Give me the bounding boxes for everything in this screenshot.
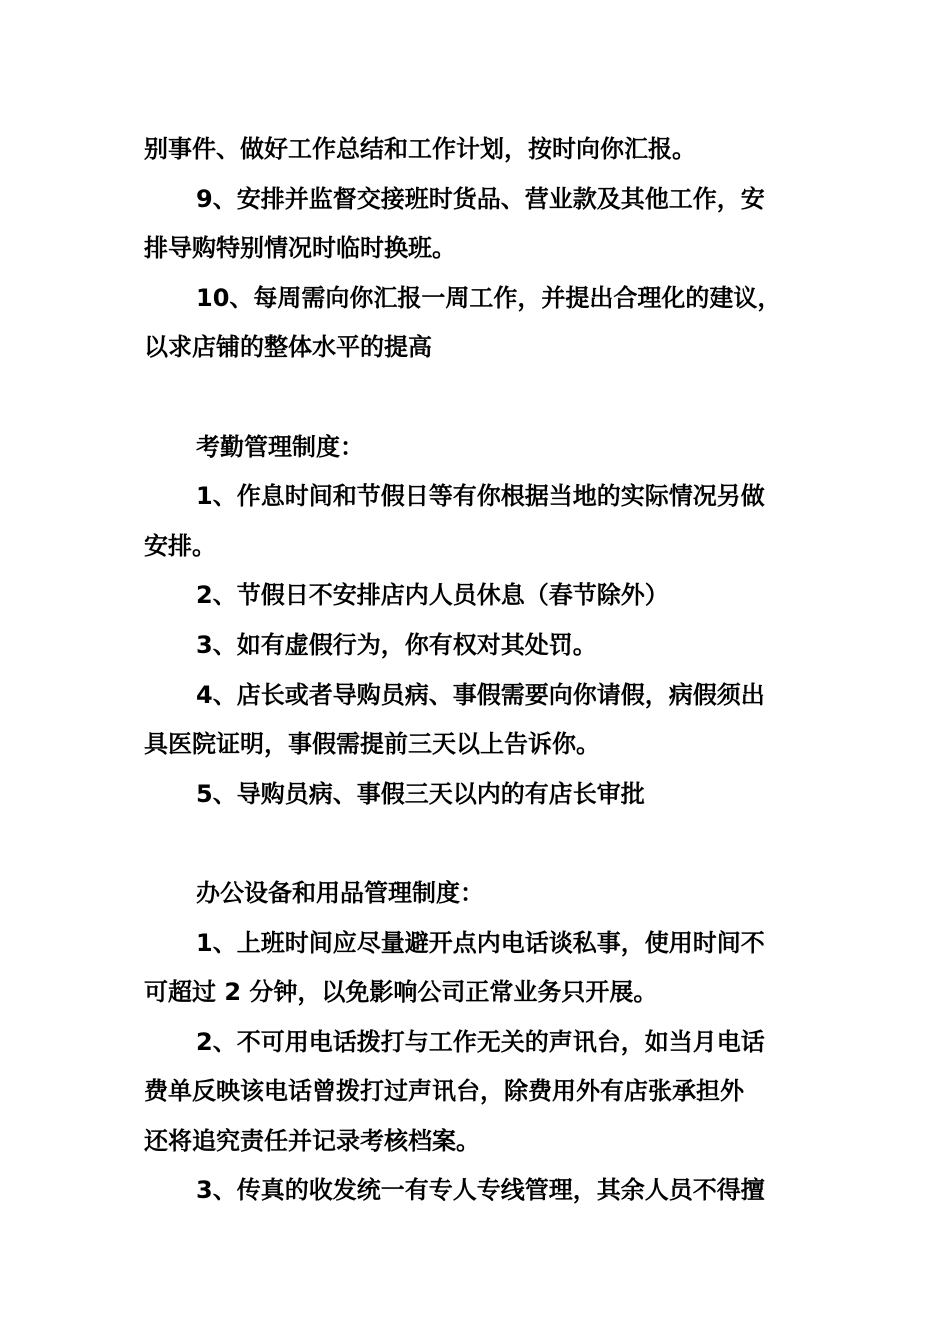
blank-line <box>144 373 824 423</box>
office-item-2-line-3: 还将追究责任并记录考核档案。 <box>144 1126 480 1155</box>
item-9-line-2: 排导购特别情况时临时换班。 <box>144 234 456 263</box>
blank-line <box>144 819 824 869</box>
office-item-1-line-1: 1、上班时间应尽量避开点内电话谈私事，使用时间不 <box>196 928 765 957</box>
document-body <box>144 125 824 1216</box>
office-item-2-line-1: 2、不可用电话拨打与工作无关的声讯台，如当月电话 <box>196 1027 765 1056</box>
attendance-heading: 考勤管理制度： <box>196 432 364 461</box>
item-10-line-1: 10、每周需向你汇报一周工作，并提出合理化的建议， <box>196 283 782 312</box>
attendance-item-5: 5、导购员病、事假三天以内的有店长审批 <box>196 779 645 808</box>
office-item-2-line-2: 费单反映该电话曾拨打过声讯台，除费用外有店张承担外 <box>144 1077 744 1106</box>
attendance-item-1-line-1: 1、作息时间和节假日等有你根据当地的实际情况另做 <box>196 482 765 511</box>
attendance-item-3: 3、如有虚假行为，你有权对其处罚。 <box>196 630 597 659</box>
office-item-1-line-2: 可超过 2 分钟，以免影响公司正常业务只开展。 <box>144 978 658 1007</box>
paragraph-continuation-line-1: 别事件、做好工作总结和工作计划，按时向你汇报。 <box>144 135 696 163</box>
attendance-item-4-line-2: 具医院证明，事假需提前三天以上告诉你。 <box>144 730 600 759</box>
office-heading: 办公设备和用品管理制度： <box>196 878 484 907</box>
attendance-item-1-line-2: 安排。 <box>144 531 216 560</box>
office-item-3-line-1: 3、传真的收发统一有专人专线管理，其余人员不得擅 <box>196 1176 765 1205</box>
item-9-line-1: 9、安排并监督交接班时货品、营业款及其他工作，安 <box>196 184 765 213</box>
attendance-item-2: 2、节假日不安排店内人员休息（春节除外） <box>196 581 669 610</box>
attendance-item-4-line-1: 4、店长或者导购员病、事假需要向你请假，病假须出 <box>196 680 765 709</box>
item-10-line-2: 以求店铺的整体水平的提高 <box>144 333 432 362</box>
